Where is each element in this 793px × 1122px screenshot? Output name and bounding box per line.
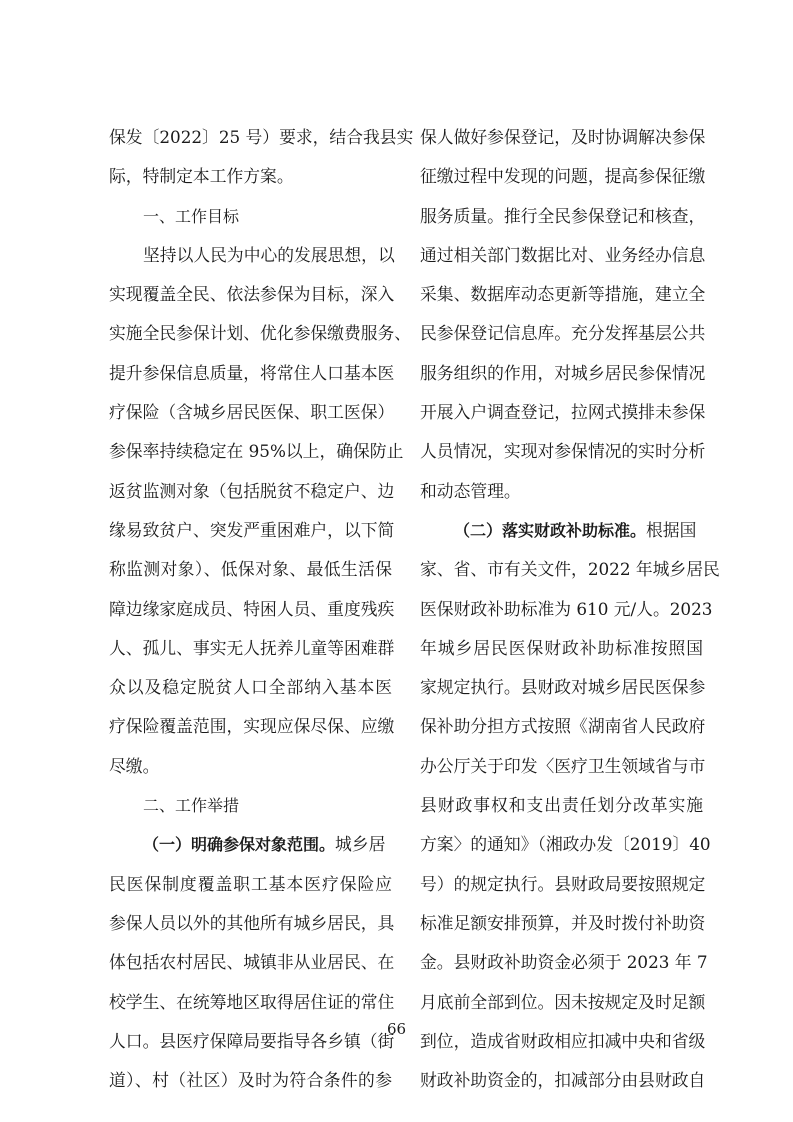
paragraph-line: 参保率持续稳定在 95%以上，确保防止 [109, 441, 404, 462]
paragraph-line: 缘易致贫户、突发严重困难户，以下简 [109, 519, 395, 540]
paragraph-line: 年城乡居民医保财政补助标准按照国 [420, 637, 703, 658]
paragraph-line: 际，特制定本工作方案。 [109, 166, 294, 187]
paragraph-line: 称监测对象）、低保对象、最低生活保 [109, 559, 392, 580]
page-number: 66 [386, 1020, 407, 1038]
paragraph-line: 服务组织的作用，对城乡居民参保情况 [420, 362, 706, 383]
paragraph-line: 实施全民参保计划、优化参保缴费服务、 [109, 323, 412, 344]
paragraph-line: 通过相关部门数据比对、业务经办信息 [420, 244, 706, 265]
section-heading: 一、工作目标 [143, 206, 240, 226]
paragraph-line: 尽缴。 [109, 755, 160, 776]
paragraph-line: 提升参保信息质量，将常住人口基本医 [109, 362, 395, 383]
paragraph-line: 号）的规定执行。县财政局要按照规定 [420, 873, 706, 894]
paragraph-line: 众以及稳定脱贫人口全部纳入基本医 [109, 677, 392, 698]
subsection-title: （二）落实财政补助标准。 [454, 520, 647, 540]
paragraph-line: 体包括农村居民、城镇非从业居民、在 [109, 952, 395, 973]
paragraph-line: 医保财政补助标准为 610 元/人。2023 [420, 598, 713, 619]
paragraph-line: 疗保险（含城乡居民医保、职工医保） [109, 402, 395, 423]
paragraph-line: 坚持以人民为中心的发展思想，以 [143, 244, 395, 265]
paragraph-line: 参保人员以外的其他所有城乡居民，具 [109, 912, 395, 933]
paragraph-line: 保发〔2022〕25 号）要求，结合我县实 [109, 127, 414, 147]
paragraph-line: 方案〉的通知》（湘政办发〔2019〕40 [420, 834, 711, 855]
subsection-paragraph-line [420, 511, 703, 550]
paragraph-line: 办公厅关于印发〈医疗卫生领域省与市 [420, 755, 706, 776]
subsection-paragraph-line [109, 825, 392, 864]
paragraph-line: 障边缘家庭成员、特困人员、重度残疾 [109, 598, 395, 619]
paragraph-line: 征缴过程中发现的问题，提高参保征缴 [420, 166, 706, 187]
paragraph-line: 民参保登记信息库。充分发挥基层公共 [420, 323, 706, 344]
paragraph-line: 财政补助资金的，扣减部分由县财政自 [420, 1070, 706, 1091]
paragraph-line: 校学生、在统筹地区取得居住证的常住 [109, 991, 395, 1012]
section-heading: 二、工作举措 [143, 796, 240, 816]
paragraph-line: 标准足额安排预算，并及时拨付补助资 [420, 912, 706, 933]
paragraph-line: 人员情况，实现对参保情况的实时分析 [420, 441, 706, 462]
paragraph-line: 家、省、市有关文件，2022 年城乡居民 [420, 559, 720, 580]
paragraph-line: 开展入户调查登记，拉网式摸排未参保 [420, 402, 706, 423]
paragraph-line: 服务质量。推行全民参保登记和核查， [420, 205, 706, 226]
paragraph-line: 疗保险覆盖范围，实现应保尽保、应缴 [109, 716, 395, 737]
paragraph-line: 到位，造成省财政相应扣减中央和省级 [420, 1030, 706, 1051]
subsection-title: （一）明确参保对象范围。 [143, 835, 336, 855]
paragraph-line: 道）、村（社区）及时为符合条件的参 [109, 1070, 392, 1091]
paragraph-line: 金。县财政补助资金必须于 2023 年 7 [420, 952, 708, 973]
paragraph-line: 和动态管理。 [420, 480, 521, 501]
paragraph-line: 县财政事权和支出责任划分改革实施 [420, 795, 703, 816]
paragraph-line: 民医保制度覆盖职工基本医疗保险应 [109, 873, 392, 894]
paragraph-line: 家规定执行。县财政对城乡居民医保参 [420, 677, 706, 698]
right-text-column [420, 118, 720, 1100]
paragraph-text: 城乡居 [335, 834, 386, 855]
paragraph-line: 采集、数据库动态更新等措施，建立全 [420, 284, 706, 305]
paragraph-line: 实现覆盖全民、依法参保为目标，深入 [109, 284, 395, 305]
paragraph-line: 保人做好参保登记，及时协调解决参保 [420, 127, 706, 147]
paragraph-line: 返贫监测对象（包括脱贫不稳定户、边 [109, 480, 395, 501]
paragraph-line: 人口。县医疗保障局要指导各乡镇（街 [109, 1030, 395, 1051]
paragraph-text: 根据国 [646, 519, 697, 540]
paragraph-line: 保补助分担方式按照《湖南省人民政府 [420, 716, 706, 737]
paragraph-line: 月底前全部到位。因未按规定及时足额 [420, 991, 706, 1012]
paragraph-line: 人、孤儿、事实无人抚养儿童等困难群 [109, 637, 395, 658]
